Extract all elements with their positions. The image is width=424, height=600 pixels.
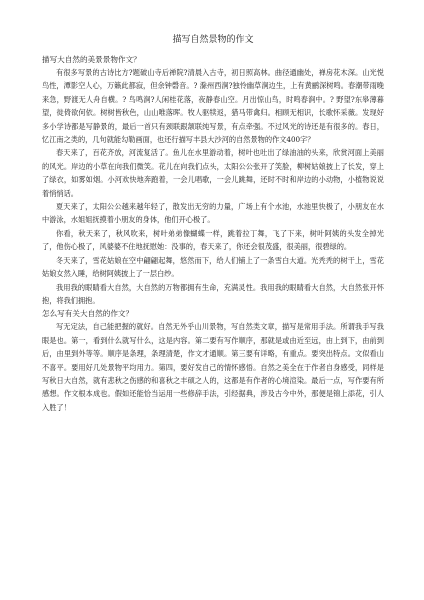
paragraph-writing-tips: 写无定法，自己能把握的就好。自然无外乎山川景物，写自然类文章，描写是常用手法。所谓我手写我眼是也。第一，看到什么就写什么，这是内容。第二要有写作顺序，那就是或由近至远，由上到下，由前到后，由里到外等等。顺序是条理，条理清楚，作文才通顺。第三要有详略，有重点。要突出特点。文似看山不喜平。要用好几处景物平均用力。第四，要好发自己的情怀感悟。自然之美全在于作者自身感受，同样是写秋日大自然，就有悲秋之伤感的和喜秋之丰硕之人的，这都是有作者的心境渲染。最后一点，写作要有所感想。作文根本成也。假如还能恰当运用一些修辞手法，引经据典，涉及古今中外，那便是锦上添花，引人入胜了！ <box>42 322 384 412</box>
paragraph-conclusion: 我用我的眼睛看大自然，大自然的万物都拥有生命，充满灵性。我用我的眼睛看大自然，大自然张开怀抱，将我们拥抱。 <box>42 282 384 305</box>
section-heading-scenery: 描写大自然的美景景物作文？ <box>42 55 141 64</box>
document-body <box>42 34 384 414</box>
paragraph-winter: 冬天来了，雪花姑娘在空中翩翩起舞，悠然而下，给人们铺上了一条雪白大道。光秃秃的树干上，雪花姑娘女然入睡，给树阿姨披上了一层白纱。 <box>42 255 384 279</box>
paragraph-poems: 有很多写景的古诗比方?题破山寺后禅院?清晨入古寺，初日照高林。曲径通幽处，禅房花木深。山光悦鸟性，潭影空人心，万籁此都寂，但余钟磬音。? 滁州西涧?独怜幽草涧边生，上有黄鹂深树鸣。春潮带雨晚来急，野渡无人舟自横。? 鸟鸣涧?人闲桂花落，夜静春山空。月出惊山鸟，时鸣春涧中。? 野望?东皋薄暮望，徙倚欲何依。树树皆秋色，山山唯落晖。牧人驱犊返，猎马带禽归。相顾无相识，长歌怀采薇。发现好多小学诗都是写静景的，最后一首只有颈联跟颔联纯写景，有点牵强。不过风光的诗还是有很多的。春日，忆江南之类的，几句就能勾勒画面，也还行描写丰县大沙河的自然景物的作文400字？ <box>42 68 384 145</box>
paragraph-summer: 夏天来了，太阳公公越来越年轻了，散发出无穷的力量，广场上有个水池，水池里快极了，小朋友在水中游泳，水姐姐抚摸着小朋友的身体，他们开心极了。 <box>42 202 384 225</box>
document-title: 描写自然景物的作文 <box>172 35 254 45</box>
section-heading-howto: 怎么写有关大自然的作文？ <box>42 309 134 319</box>
paragraph-spring: 春天来了，百花齐放，河流复活了。鱼儿在水里游动着，树叶也吐出了绿油油的头来，欣赏河面上美丽的风光。岸边的小草在向我们微笑。花儿在向我们点头，太阳公公张开了笑脸，柳树姑娘披上了长发，穿上了绿衣，如雾如烟。小河欢快地奔跑着，一会儿唱歌，一会儿跳舞，还时不时和岸边的小动物，小植物说说着悄悄话。 <box>42 148 384 198</box>
paragraph-autumn: 你看，秋天来了，秋风吹来，树叶弟弟像蝴蝶一样，跳着拉丁舞，飞了下来，树叶阿姨的头发全掉光了，他伤心极了，风婆婆不住地抚慰她：没事的，春天来了，你还会很茂盛，很美丽，很碧绿的。 <box>42 228 384 252</box>
